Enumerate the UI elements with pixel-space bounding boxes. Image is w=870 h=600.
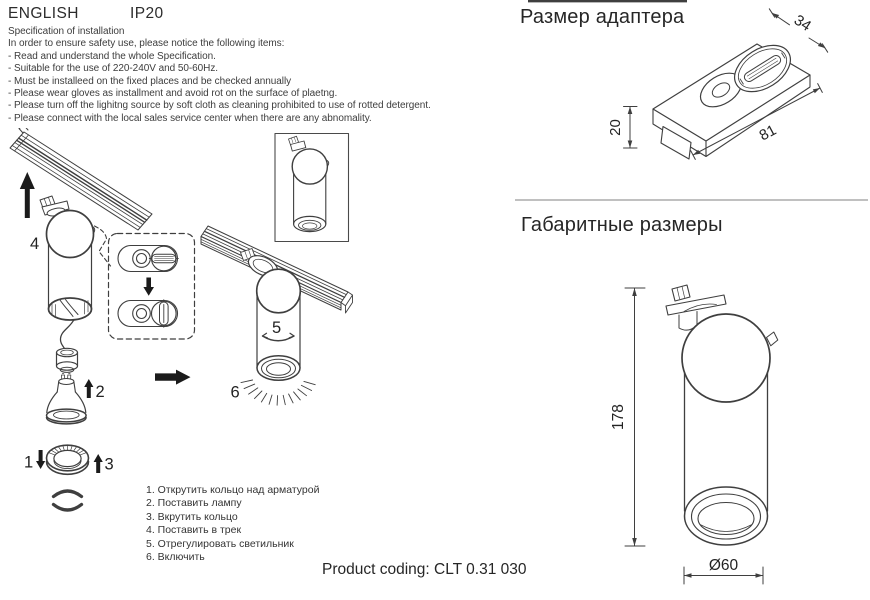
lamp-bulb-drawing	[47, 374, 87, 424]
language-label: ENGLISH	[8, 5, 79, 22]
spec-item: - Read and understand the whole Specification.	[8, 50, 216, 62]
fixture-front-drawing	[666, 285, 778, 545]
ip-rating-label: IP20	[130, 5, 164, 22]
dim-length-value: 81	[756, 121, 780, 145]
product-coding-label: Product coding: CLT 0.31 030	[322, 561, 527, 578]
dim-height-value: 20	[607, 119, 624, 136]
dim-diameter-value: Ø60	[708, 557, 739, 574]
specification-block	[8, 26, 431, 125]
dimension-178	[610, 288, 645, 546]
spec-item: - Please turn off the lighitng source by soft cloth as cleaning prohibited to use of rotted detergent.	[8, 100, 431, 112]
adapter-lock-detail	[95, 226, 195, 339]
dim-overall-height-value: 178	[610, 404, 627, 430]
callout-step-4: 4	[30, 235, 40, 253]
callout-step-5: 5	[272, 319, 282, 337]
assembled-fixture-inset	[275, 134, 349, 242]
spec-item: - Please connect with the local sales service center when there are any abnomality.	[8, 112, 372, 124]
list-item: 1. Открутить кольцо над арматурой	[146, 484, 320, 496]
trim-ring-drawing	[47, 445, 89, 474]
spec-intro: In order to ensure safety use, please notice the following items:	[8, 38, 285, 50]
callout-step-6: 6	[230, 383, 240, 402]
spec-title: Specification of installation	[8, 26, 125, 37]
list-item: 5. Отрегулировать светильник	[146, 537, 294, 550]
dimension-20	[607, 107, 637, 149]
installation-diagram	[0, 128, 400, 528]
callout-step-3: 3	[104, 455, 114, 474]
installation-steps-list	[146, 484, 319, 564]
callout-step-1: 1	[24, 453, 34, 472]
arrow-down-icon	[36, 450, 45, 469]
light-rays-icon	[241, 380, 315, 405]
fixture-step4-drawing	[40, 196, 95, 372]
arrow-up-icon	[94, 454, 103, 473]
rotate-arrows-icon	[54, 491, 82, 510]
list-item: 4. Поставить в трек	[146, 524, 242, 537]
list-item: 6. Включить	[146, 551, 205, 564]
dimension-drawings	[500, 0, 870, 600]
spec-item: - Please wear gloves as installment and avoid rot on the surface of plaetng.	[8, 88, 338, 100]
list-item: 3. Вкрутить кольцо	[146, 510, 238, 523]
dimension-diameter	[684, 557, 763, 584]
callout-step-2: 2	[95, 383, 105, 401]
adapter-drawing	[653, 36, 810, 159]
arrow-up-icon	[20, 172, 35, 218]
adapter-size-title: Размер адаптера	[520, 6, 685, 28]
overall-dimensions-title: Габаритные размеры	[521, 214, 723, 236]
spec-item: - Suitable for the use of 220-240V and 50-60Hz.	[8, 63, 219, 75]
arrow-right-icon	[155, 370, 191, 385]
track-rail-mounted-drawing	[201, 226, 353, 405]
arrow-up-icon	[84, 379, 93, 398]
dim-depth-value: 34	[790, 11, 815, 35]
spec-item: - Must be installeed on the fixed places and be checked annually	[8, 75, 292, 87]
list-item: 2. Поставить лампу	[146, 497, 242, 510]
